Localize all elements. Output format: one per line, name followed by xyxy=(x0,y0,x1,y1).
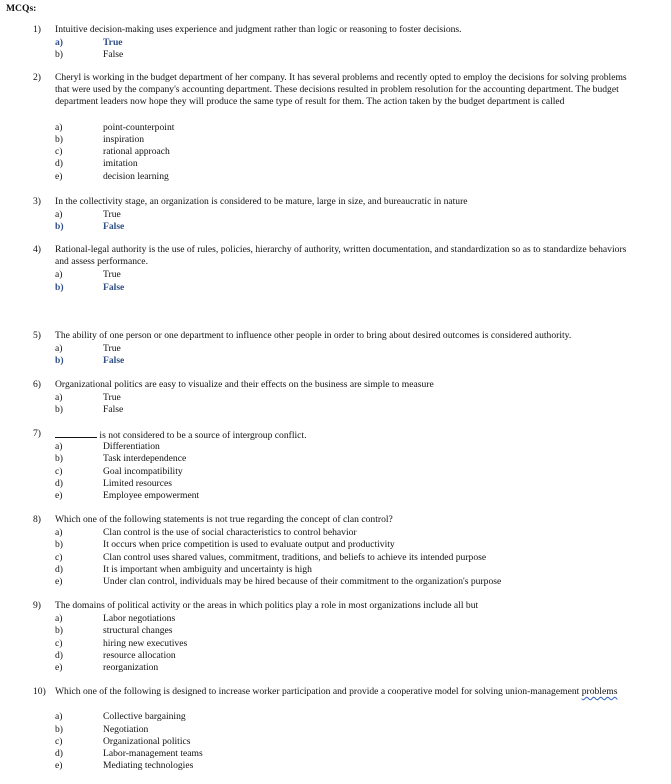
options-list xyxy=(0,441,671,502)
option-text: inspiration xyxy=(103,133,145,145)
option-text: True xyxy=(103,269,121,281)
option-text: resource allocation xyxy=(103,649,176,661)
option-e xyxy=(0,490,671,502)
option-c xyxy=(0,466,671,478)
option-label: d) xyxy=(55,158,63,170)
option-text: It occurs when price competition is used to evaluate output and productivity xyxy=(103,539,395,551)
option-c xyxy=(0,146,671,158)
option-label: e) xyxy=(55,489,63,501)
option-label: b) xyxy=(55,133,63,145)
option-a xyxy=(0,122,671,134)
question-text: Cheryl is working in the budget department of her company. It has several problems and recently opted to employ the decisions for solving problems that were used by the company's accounting department. These decisions resulted in problem resolution for the accounting department. The budget department leaders now hope they will produce the same type of result for them. The action taken by the budget department is called xyxy=(55,72,627,108)
option-label: a) xyxy=(55,269,63,281)
option-b xyxy=(0,282,671,294)
option-text: imitation xyxy=(103,158,138,170)
option-label: b) xyxy=(55,723,63,735)
question-text: The domains of political activity or the areas in which politics play a role in most organizations include all but xyxy=(55,600,479,611)
option-d xyxy=(0,478,671,490)
option-label: b) xyxy=(55,453,63,465)
option-a xyxy=(0,613,671,625)
option-label: c) xyxy=(55,465,63,477)
question-number: 6) xyxy=(33,379,41,390)
option-c xyxy=(0,638,671,650)
options-list xyxy=(0,122,671,183)
option-label: e) xyxy=(55,661,63,673)
option-label: a) xyxy=(55,392,63,404)
option-label: a) xyxy=(55,527,63,539)
option-text: False xyxy=(103,404,124,416)
option-text: Clan control is the use of social characteristics to control behavior xyxy=(103,527,357,539)
option-a xyxy=(0,711,671,723)
option-text: True xyxy=(103,392,121,404)
option-text: It is important when ambiguity and uncertainty is high xyxy=(103,563,312,575)
option-label: c) xyxy=(55,551,63,563)
option-text: Employee empowerment xyxy=(103,489,200,501)
option-e xyxy=(0,760,671,772)
option-text: False xyxy=(103,221,125,233)
option-a xyxy=(0,343,671,355)
question-number: 5) xyxy=(33,330,41,341)
option-text: Negotiation xyxy=(103,723,149,735)
option-text: rational approach xyxy=(103,146,170,158)
option-e xyxy=(0,576,671,588)
question-number: 3) xyxy=(33,196,41,207)
option-a xyxy=(0,392,671,404)
question-text: In the collectivity stage, an organization is considered to be mature, large in size, and bureaucratic in nature xyxy=(55,196,468,207)
option-text: Limited resources xyxy=(103,477,172,489)
question-number: 7) xyxy=(33,428,41,439)
option-b xyxy=(0,724,671,736)
option-label: a) xyxy=(55,441,63,453)
question-number: 2) xyxy=(33,72,41,83)
option-text: Task interdependence xyxy=(103,453,187,465)
option-text: False xyxy=(103,355,125,367)
option-label: c) xyxy=(55,637,63,649)
option-e xyxy=(0,662,671,674)
option-b xyxy=(0,539,671,551)
option-label: b) xyxy=(55,539,63,551)
options-list xyxy=(0,343,671,367)
option-a xyxy=(0,209,671,221)
option-text: point-counterpoint xyxy=(103,121,175,133)
spellcheck-word: problems xyxy=(581,686,618,697)
question-number: 4) xyxy=(33,244,41,255)
options-list xyxy=(0,711,671,772)
option-text: Labor-management teams xyxy=(103,747,203,759)
option-label: b) xyxy=(55,281,64,293)
option-label: d) xyxy=(55,563,63,575)
option-label: c) xyxy=(55,146,63,158)
option-text: False xyxy=(103,281,125,293)
option-label: b) xyxy=(55,49,63,61)
option-d xyxy=(0,650,671,662)
options-list xyxy=(0,37,671,61)
option-label: a) xyxy=(55,343,63,355)
option-label: b) xyxy=(55,404,63,416)
options-list xyxy=(0,392,671,416)
option-text: True xyxy=(103,37,123,49)
option-e xyxy=(0,171,671,183)
option-a xyxy=(0,269,671,281)
question-text: Rational-legal authority is the use of rules, policies, hierarchy of authority, written documentation, and standardization so as to standardize behaviors and assess performance. xyxy=(55,244,627,268)
option-text: Differentiation xyxy=(103,441,160,453)
option-label: a) xyxy=(55,121,63,133)
option-a xyxy=(0,527,671,539)
option-b xyxy=(0,453,671,465)
option-c xyxy=(0,736,671,748)
option-text: Organizational politics xyxy=(103,735,191,747)
question-text: Intuitive decision-making uses experience and judgment rather than logic or reasoning to foster decisions. xyxy=(55,24,462,35)
option-label: a) xyxy=(55,711,63,723)
option-text: Collective bargaining xyxy=(103,711,186,723)
option-text: Under clan control, individuals may be hired because of their commitment to the organization's purpose xyxy=(103,575,502,587)
option-b xyxy=(0,134,671,146)
option-text: True xyxy=(103,343,121,355)
option-text: structural changes xyxy=(103,625,173,637)
option-label: b) xyxy=(55,625,63,637)
options-list xyxy=(0,269,671,293)
option-text: hiring new executives xyxy=(103,637,188,649)
option-text: True xyxy=(103,209,121,221)
question-number: 8) xyxy=(33,514,41,525)
option-text: Labor negotiations xyxy=(103,613,176,625)
option-d xyxy=(0,158,671,170)
question-text: Which one of the following is designed to increase worker participation and provide a cooperative model for solving union-management problems xyxy=(55,686,618,697)
option-label: b) xyxy=(55,355,64,367)
option-label: d) xyxy=(55,477,63,489)
options-list xyxy=(0,613,671,674)
section-heading: MCQs: xyxy=(6,3,37,14)
option-text: decision learning xyxy=(103,170,169,182)
option-b xyxy=(0,49,671,61)
option-label: d) xyxy=(55,747,63,759)
question-number: 10) xyxy=(33,686,46,697)
option-b xyxy=(0,404,671,416)
option-a xyxy=(0,37,671,49)
option-d xyxy=(0,748,671,760)
option-label: a) xyxy=(55,37,63,49)
option-label: a) xyxy=(55,613,63,625)
option-label: c) xyxy=(55,735,63,747)
option-text: Goal incompatibility xyxy=(103,465,183,477)
option-b xyxy=(0,625,671,637)
question-text: The ability of one person or one department to influence other people in order to bring about desired outcomes is considered authority. xyxy=(55,330,572,341)
question-text: is not considered to be a source of intergroup conflict. xyxy=(55,428,633,442)
option-label: a) xyxy=(55,209,63,221)
option-text: Clan control uses shared values, commitment, traditions, and beliefs to achieve its intended purpose xyxy=(103,551,487,563)
option-label: b) xyxy=(55,221,64,233)
option-text: False xyxy=(103,49,124,61)
option-a xyxy=(0,441,671,453)
option-b xyxy=(0,221,671,233)
options-list xyxy=(0,209,671,233)
question-text: Which one of the following statements is not true regarding the concept of clan control? xyxy=(55,514,393,525)
question-number: 1) xyxy=(33,24,41,35)
option-b xyxy=(0,355,671,367)
option-d xyxy=(0,564,671,576)
fill-in-blank xyxy=(55,428,97,438)
option-c xyxy=(0,552,671,564)
option-label: e) xyxy=(55,170,63,182)
question-number: 9) xyxy=(33,600,41,611)
option-label: e) xyxy=(55,760,63,772)
option-text: reorganization xyxy=(103,661,159,673)
options-list xyxy=(0,527,671,588)
option-label: e) xyxy=(55,575,63,587)
question-text: Organizational politics are easy to visualize and their effects on the business are simple to measure xyxy=(55,379,434,390)
option-label: d) xyxy=(55,649,63,661)
option-text: Mediating technologies xyxy=(103,760,194,772)
